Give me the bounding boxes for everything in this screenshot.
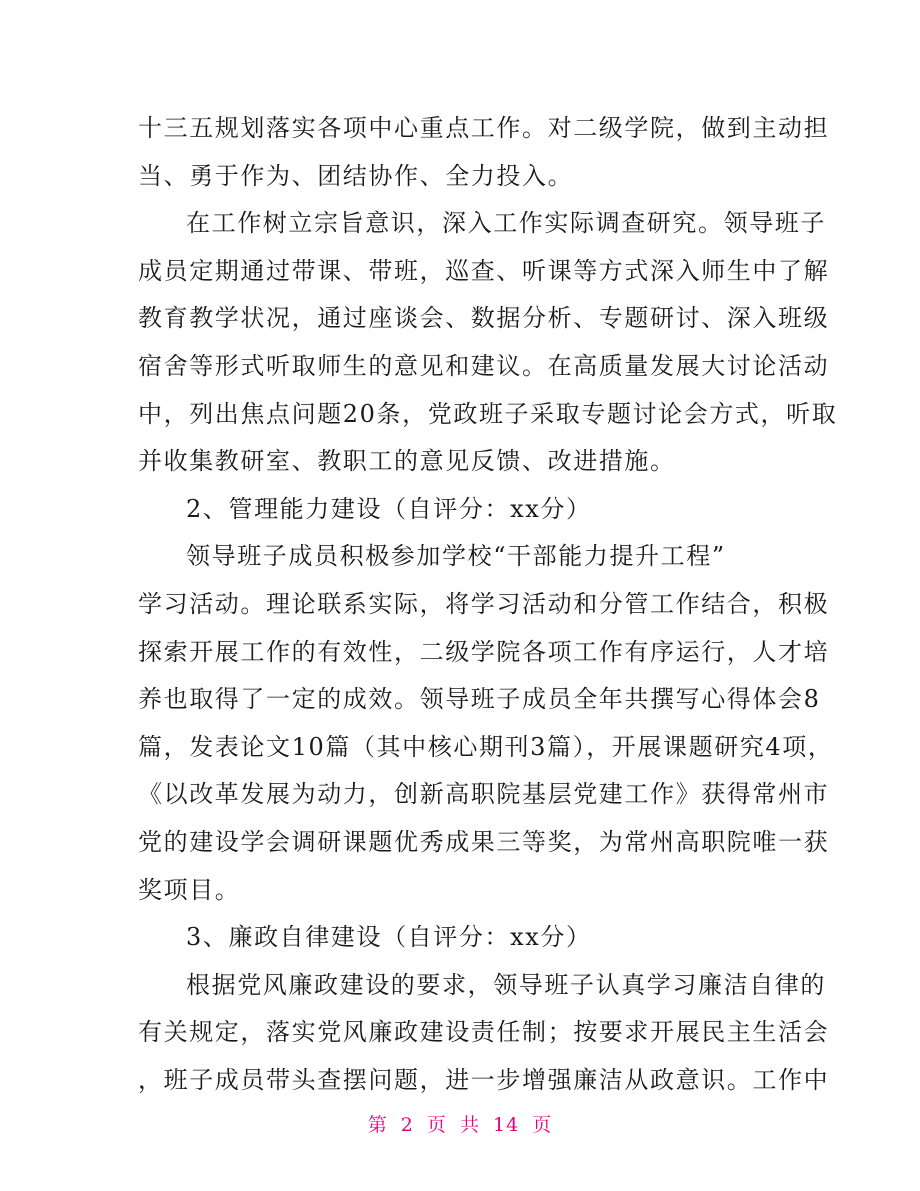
paragraph-start-line: 在工作树立宗旨意识，深入工作实际调查研究。领导班子 <box>186 209 826 238</box>
text-line: 当、勇于作为、团结协作、全力投入。 <box>138 161 574 190</box>
text-line: 十三五规划落实各项中心重点工作。对二级学院，做到主动担 <box>138 114 830 142</box>
text-line: 学习活动。理论联系实际，将学习活动和分管工作结合，积极 <box>138 589 830 618</box>
text-line: 成员定期通过带课、带班，巡查、听课等方式深入师生中了解 <box>138 256 830 285</box>
paragraph-start-line: 根据党风廉政建设的要求，领导班子认真学习廉洁自律的 <box>186 970 826 999</box>
text-line: 奖项目。 <box>138 875 241 904</box>
text-line: 教育教学状况，通过座谈会、数据分析、专题研讨、深入班级 <box>138 304 830 333</box>
footer-prefix: 第 <box>367 1114 388 1136</box>
text-line: 中，列出焦点问题20条，党政班子采取专题讨论会方式，听取 <box>138 399 838 428</box>
footer-page-unit: 页 <box>426 1114 447 1136</box>
text-line: 党的建设学会调研课题优秀成果三等奖，为常州高职院唯一获 <box>138 827 830 856</box>
page-footer <box>0 1110 920 1137</box>
text-line: 篇，发表论文10篇（其中核心期刊3篇），开展课题研究4项， <box>138 732 834 761</box>
footer-total-pages: 14 <box>493 1114 520 1136</box>
text-line: 养也取得了一定的成效。领导班子成员全年共撰写心得体会8 <box>138 685 821 714</box>
footer-total-prefix: 共 <box>459 1114 480 1136</box>
footer-total-unit: 页 <box>532 1114 553 1136</box>
text-line: 宿舍等形式听取师生的意见和建议。在高质量发展大讨论活动 <box>138 351 830 380</box>
section-heading-management: 2、管理能力建设（自评分：xx分） <box>186 494 592 523</box>
text-line: ，班子成员带头查摆问题，进一步增强廉洁从政意识。工作中 <box>138 1065 830 1094</box>
text-line: 有关规定，落实党风廉政建设责任制；按要求开展民主生活会 <box>138 1018 830 1047</box>
text-line: 《以改革发展为动力，创新高职院基层党建工作》获得常州市 <box>138 780 830 809</box>
paragraph-start-line: 领导班子成员积极参加学校“干部能力提升工程” <box>186 542 726 571</box>
section-heading-integrity: 3、廉政自律建设（自评分：xx分） <box>186 923 592 952</box>
document-body <box>138 105 838 1104</box>
text-line: 探索开展工作的有效性，二级学院各项工作有序运行，人才培 <box>138 637 830 666</box>
text-line: 并收集教研室、教职工的意见反馈、改进措施。 <box>138 447 676 476</box>
footer-page-number: 2 <box>400 1114 414 1136</box>
